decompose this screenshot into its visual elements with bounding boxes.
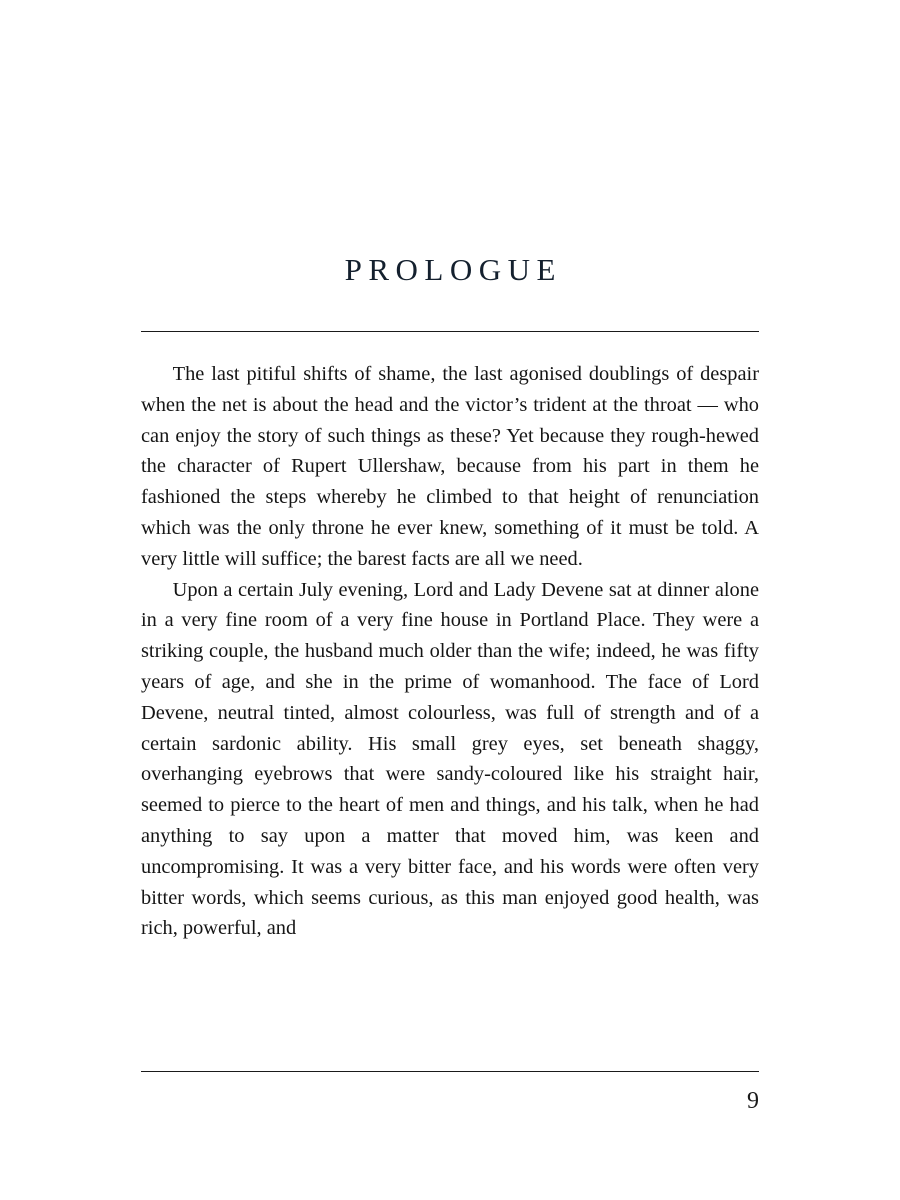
paragraph: Upon a certain July evening, Lord and Lady Devene sat at dinner alone in a very fine room of a very fine house in Portland Place. They were a striking couple, the husband much older than the wife; indeed, he was fifty years of age, and she in the prime of womanhood. The face of Lord Devene, neutral tinted, almost colourless, was full of strength and of a certain sardonic ability. His small grey eyes, set beneath shaggy, overhanging eyebrows that were sandy-coloured like his straight hair, seemed to pierce to the heart of men and things, and his talk, when he had anything to say upon a matter that moved him, was keen and uncompromising. It was a very bitter face, and his words were often very bitter words, which seems curious, as this man enjoyed good health, was rich, powerful, and [141, 578, 759, 940]
page-title: PROLOGUE [344, 252, 562, 287]
page-number: 9 [747, 1088, 759, 1114]
footer-divider [141, 1071, 759, 1072]
page-content [141, 0, 759, 944]
body-text [141, 332, 759, 944]
paragraph: The last pitiful shifts of shame, the last agonised doublings of despair when the net is about the head and the victor’s trident at the throat — who can enjoy the story of such things as these? Yet because they rough-hewed the character of Rupert Ullershaw, because from his part in them he fashioned the steps whereby he climbed to that height of renunciation which was the only throne he ever knew, something of it must be told. A very little will suffice; the barest facts are all we need. [141, 363, 759, 570]
